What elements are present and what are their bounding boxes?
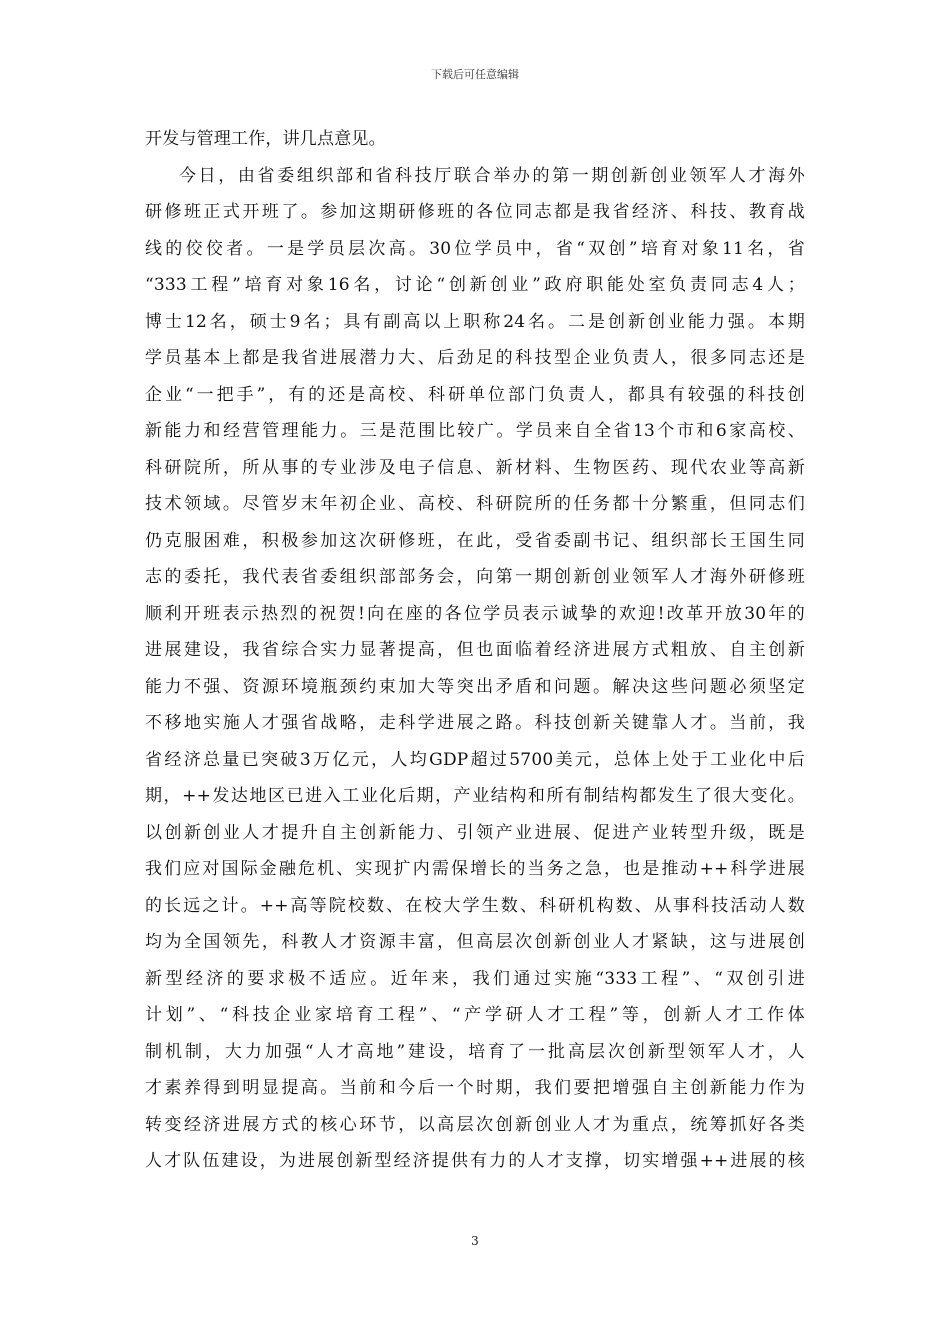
paragraph-line: 顺利开班表示热烈的祝贺!向在座的各位学员表示诚挚的欢迎!改革开放30年的 — [145, 603, 805, 624]
paragraph-line: 新型经济的要求极不适应。近年来，我们通过实施“333工程”、“双创引进 — [145, 968, 805, 989]
paragraph-line: 新能力和经营管理能力。三是范围比较广。学员来自全省13个市和6家高校、 — [145, 421, 805, 441]
paragraph-line: 能力不强、资源环境瓶颈约束加大等突出矛盾和问题。解决这些问题必须坚定 — [145, 676, 805, 697]
paragraph-line: 的长远之计。++高等院校数、在校大学生数、科研机构数、从事科技活动人数 — [145, 895, 805, 916]
paragraph-line: 均为全国领先，科教人才资源丰富，但高层次创新创业人才紧缺，这与进展创 — [145, 932, 805, 952]
page-number: 3 — [471, 1234, 479, 1248]
paragraph-line: 技术领域。尽管岁末年初企业、高校、科研院所的任务都十分繁重，但同志们 — [145, 494, 805, 514]
paragraph-line: 期，++发达地区已进入工业化后期，产业结构和所有制结构都发生了很大变化。 — [145, 786, 805, 806]
paragraph-line: 不移地实施人才强省战略，走科学进展之路。科技创新关键靠人才。当前，我 — [145, 713, 805, 733]
paragraph-line: 学员基本上都是我省进展潜力大、后劲足的科技型企业负责人，很多同志还是 — [145, 348, 805, 368]
paragraph-line: 企业“一把手”，有的还是高校、科研单位部门负责人，都具有较强的科技创 — [145, 384, 805, 405]
paragraph-line: 研修班正式开班了。参加这期研修班的各位同志都是我省经济、科技、教育战 — [145, 202, 805, 222]
paragraph-line: 进展建设，我省综合实力显著提高，但也面临着经济进展方式粗放、自主创新 — [145, 640, 805, 660]
paragraph-line: 以创新创业人才提升自主创新能力、引领产业进展、促进产业转型升级，既是 — [145, 822, 805, 843]
paragraph-line: 才素养得到明显提高。当前和今后一个时期，我们要把增强自主创新能力作为 — [145, 1078, 805, 1098]
paragraph-line: 仍克服困难，积极参加这次研修班，在此，受省委副书记、组织部长王国生同 — [145, 530, 805, 551]
paragraph-line: 制机制，大力加强“人才高地”建设，培育了一批高层次创新型领军人才，人 — [145, 1041, 805, 1062]
page-header: 下载后可任意编辑 — [431, 68, 519, 81]
paragraph-line: 我们应对国际金融危机、实现扩内需保增长的当务之急，也是推动++科学进展 — [145, 859, 805, 879]
paragraph-line: 博士12名，硕士9名；具有副高以上职称24名。二是创新创业能力强。本期 — [145, 311, 805, 332]
paragraph-line: 计划”、“科技企业家培育工程”、“产学研人才工程”等，创新人才工作体 — [145, 1005, 805, 1025]
paragraph-line: 开发与管理工作，讲几点意见。 — [145, 129, 386, 149]
body-text — [145, 121, 805, 1180]
paragraph-line: 志的委托，我代表省委组织部部务会，向第一期创新创业领军人才海外研修班 — [145, 567, 805, 587]
paragraph-line: 线的佼佼者。一是学员层次高。30位学员中，省“双创”培育对象11名，省 — [145, 238, 805, 259]
paragraph-line: 人才队伍建设，为进展创新型经济提供有力的人才支撑，切实增强++进展的核 — [145, 1151, 805, 1171]
paragraph-line: 省经济总量已突破3万亿元，人均GDP超过5700美元，总体上处于工业化中后 — [145, 749, 805, 770]
paragraph-line: 科研院所，所从事的专业涉及电子信息、新材料、生物医药、现代农业等高新 — [145, 457, 805, 478]
paragraph-line: “333工程”培育对象16名，讨论“创新创业”政府职能处室负责同志4人； — [145, 275, 805, 295]
paragraph-line: 转变经济进展方式的核心环节，以高层次创新创业人才为重点，统筹抓好各类 — [145, 1114, 805, 1135]
paragraph-line: 今日，由省委组织部和省科技厅联合举办的第一期创新创业领军人才海外 — [179, 165, 805, 186]
